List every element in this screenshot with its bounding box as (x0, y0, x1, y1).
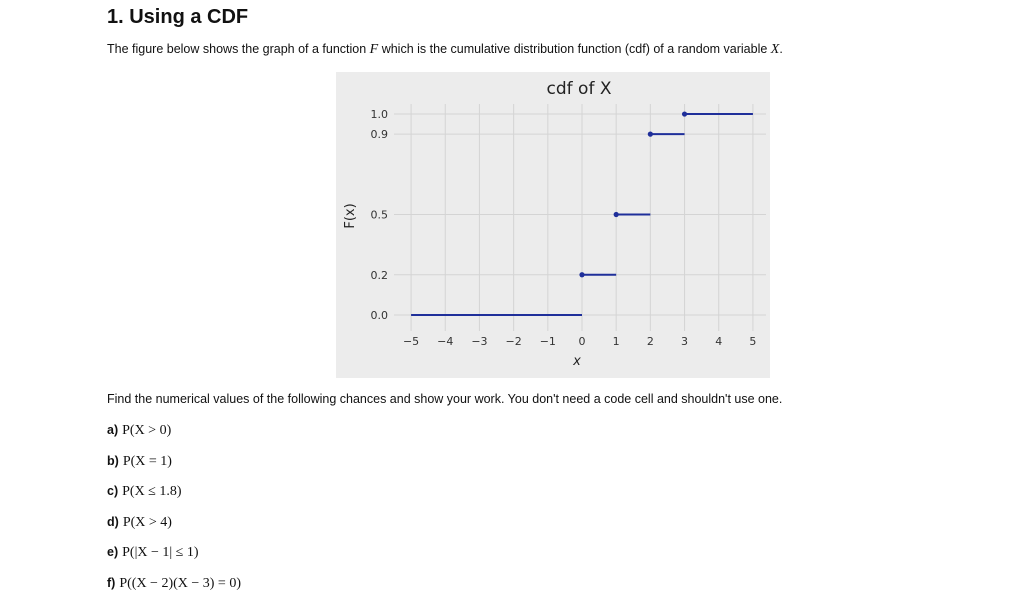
question-item (107, 545, 199, 561)
x-tick-label: 2 (646, 335, 654, 348)
question-expression: P(X > 4) (122, 515, 172, 530)
question-expression: P(X > 0) (122, 423, 172, 438)
question-expression: P(X ≤ 1.8) (122, 484, 182, 499)
y-tick-label: 0.9 (370, 128, 388, 142)
question-label: b) (107, 454, 119, 468)
intro-middle: which is the cumulative distribution function (cdf) of a random variable (378, 42, 771, 56)
question-item (107, 576, 241, 592)
cdf-chart (336, 72, 770, 378)
y-tick-label: 0.0 (370, 308, 388, 322)
x-tick-label: 1 (612, 335, 620, 348)
instructions: Find the numerical values of the following chances and show your work. You don't need a code cell and shouldn't use one. (107, 392, 783, 406)
cdf-step-point (579, 272, 584, 277)
page-title: 1. Using a CDF (107, 6, 249, 28)
intro-var-x: X (770, 42, 780, 57)
question-expression: P(X = 1) (122, 454, 172, 469)
intro-end: . (779, 42, 783, 56)
x-tick-label: 3 (681, 335, 689, 348)
chart-background (336, 72, 770, 378)
question-label: d) (107, 515, 119, 529)
x-tick-label: −1 (539, 335, 556, 348)
question-item (107, 515, 172, 531)
chart-ylabel: F(x) (343, 203, 358, 229)
chart-xlabel: x (573, 354, 581, 369)
cdf-chart-svg (336, 72, 770, 378)
question-label: f) (107, 576, 116, 590)
intro-text (107, 42, 783, 58)
x-tick-label: 0 (578, 335, 586, 348)
intro-var-f: F (369, 42, 379, 57)
y-tick-label: 1.0 (370, 108, 388, 122)
question-item (107, 423, 171, 439)
cdf-step-point (648, 132, 653, 137)
x-tick-label: 4 (715, 335, 723, 348)
x-tick-label: 5 (749, 335, 757, 348)
question-item (107, 454, 172, 470)
chart-title: cdf of X (546, 79, 612, 99)
x-tick-label: −2 (505, 335, 522, 348)
question-expression: P((X − 2)(X − 3) = 0) (119, 576, 241, 591)
x-tick-label: −3 (471, 335, 488, 348)
cdf-step-point (682, 111, 687, 116)
cdf-step-point (614, 212, 619, 217)
question-expression: P(|X − 1| ≤ 1) (122, 545, 199, 560)
x-tick-label: −4 (437, 335, 454, 348)
question-item (107, 484, 182, 500)
question-label: c) (107, 484, 119, 498)
question-label: a) (107, 423, 119, 437)
y-tick-label: 0.2 (370, 268, 388, 282)
question-label: e) (107, 545, 119, 559)
intro-before: The figure below shows the graph of a function (107, 42, 370, 56)
x-tick-label: −5 (402, 335, 420, 348)
y-tick-label: 0.5 (370, 208, 388, 222)
